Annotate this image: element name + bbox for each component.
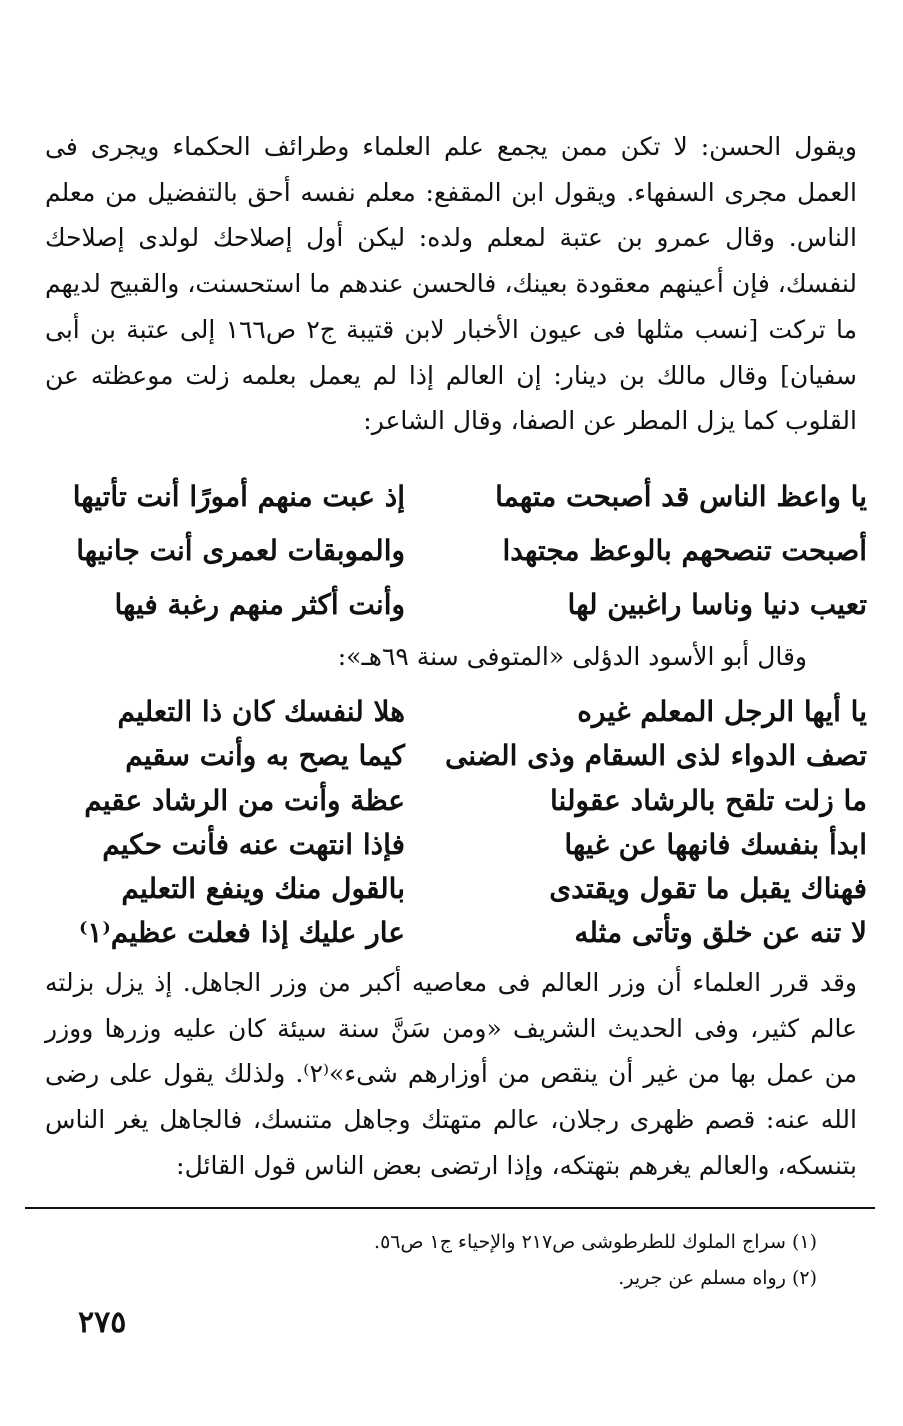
poem-verse [27,470,867,524]
poem-verse [27,578,867,632]
verse-first-hemistich: أصبحت تنصحهم بالوعظ مجتهدا [502,534,867,567]
verse-second-hemistich: عظة وأنت من الرشاد عقيم [84,783,405,817]
verse-first-hemistich: تصف الدواء لذى السقام وذى الضنى [444,739,867,773]
poem-verse [27,823,867,867]
footnote: (٢) رواه مسلم عن جرير. [618,1267,817,1289]
footnote-divider [25,1207,875,1209]
poem-verse [27,524,867,578]
poem-verse [27,690,867,734]
page-number: ٢٧٥ [78,1305,127,1340]
footnotes [37,1224,817,1296]
verse-second-hemistich: وأنت أكثر منهم رغبة فيها [114,588,405,621]
verse-second-hemistich: إذ عبت منهم أمورًا أنت تأتيها [72,480,405,513]
verse-first-hemistich: يا واعظ الناس قد أصبحت متهما [495,480,867,513]
poem-block [27,690,867,956]
verse-second-hemistich: هلا لنفسك كان ذا التعليم [117,695,405,728]
footnote: (١) سراج الملوك للطرطوشى ص٢١٧ والإحياء ج١ ص٥٦. [374,1231,817,1253]
verse-second-hemistich: والموبقات لعمرى أنت جانيها [76,534,405,567]
body-paragraph [45,960,857,1189]
poem-block [27,470,867,632]
verse-first-hemistich: ابدأ بنفسك فانهها عن غيها [564,827,867,861]
verse-first-hemistich: فهناك يقبل ما تقول ويقتدى [549,872,867,906]
poem-verse [27,911,867,955]
paragraph-text: وقد قرر العلماء أن وزر العالم فى معاصيه أكبر من وزر الجاهل. إذ يزل بزلته عالم كثير، وفى الحديث الشريف «ومن سَنَّ سنة سيئة كان عليه وزرها ووزر من عمل بها من غير أن ينقص من أوزارهم شىء»⁽٢⁾. ولذلك يقول على رضى الله عنه: قصم ظهرى رجلان، عالم متهتك وجاهل متنسك، فالجاهل يغر الناس بتنسكه، والعالم يغرهم بتهتكه، وإذا ارتضى بعض الناس قول القائل: [45,968,857,1180]
verse-first-hemistich: لا تنه عن خلق وتأتى مثله [574,916,867,950]
verse-second-hemistich: كيما يصح به وأنت سقيم [125,739,405,773]
poem-introduction: وقال أبو الأسود الدؤلى «المتوفى سنة ٦٩هـ»: [337,642,807,671]
verse-second-hemistich: فإذا انتهت عنه فأنت حكيم [102,827,405,861]
verse-first-hemistich: ما زلت تلقح بالرشاد عقولنا [550,783,867,817]
verse-first-hemistich: يا أيها الرجل المعلم غيره [577,695,867,728]
poem-verse [27,734,867,778]
poem-verse [27,867,867,911]
body-paragraph [45,124,857,444]
verse-second-hemistich: بالقول منك وينفع التعليم [121,872,405,906]
verse-second-hemistich: عار عليك إذا فعلت عظيم⁽١⁾ [79,916,405,950]
paragraph-text: ويقول الحسن: لا تكن ممن يجمع علم العلماء وطرائف الحكماء ويجرى فى العمل مجرى السفهاء. ويقول ابن المقفع: معلم نفسه أحق بالتفضيل من معلم الناس. وقال عمرو بن عتبة لمعلم ولده: ليكن أول إصلاحك لولدى إصلاحك لنفسك، فإن أعينهم معقودة بعينك، فالحسن عندهم ما استحسنت، والقبيح لديهم ما تركت [نسب مثلها فى عيون الأخبار لابن قتيبة ج٢ ص١٦٦ إلى عتبة بن أبى سفيان] وقال مالك بن دينار: إن العالم إذا لم يعمل بعلمه زلت موعظته عن القلوب كما يزل المطر عن الصفا، وقال الشاعر: [45,132,858,436]
poem-verse [27,779,867,823]
verse-first-hemistich: تعيب دنيا وناسا راغبين لها [567,588,867,621]
